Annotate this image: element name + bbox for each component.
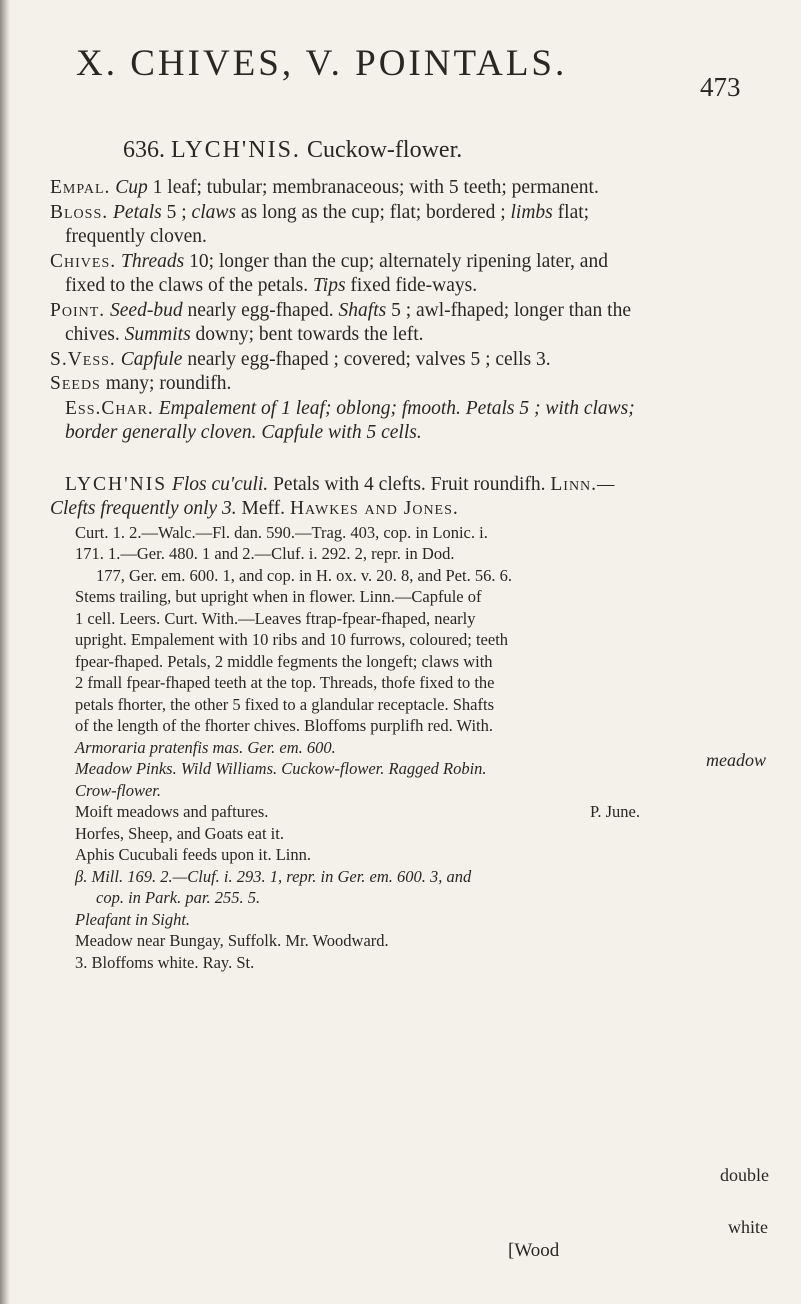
paragraph-empal: Empal. Cup 1 leaf; tubular; membranaceous; with 5 teeth; permanent.: [50, 177, 599, 198]
description-line: upright. Empalement with 10 ribs and 10 furrows, coloured; teeth: [75, 630, 509, 649]
running-title: X. CHIVES, V. POINTALS.: [76, 43, 568, 84]
habitat-line: Moift meadows and paftures. P. June.: [75, 802, 640, 821]
paragraph-seeds: Seeds many; roundifh.: [50, 373, 232, 394]
common-names-line: Meadow Pinks. Wild Williams. Cuckow-flower. Ragged Robin.: [75, 759, 487, 778]
synonym-line: Curt. 1. 2.—Walc.—Fl. dan. 590.—Trag. 403, cop. in Lonic. i.: [75, 522, 488, 542]
description-line: fpear-fhaped. Petals, 2 middle fegments the longeft; claws with: [75, 651, 493, 671]
variety-name-line: Pleafant in Sight.: [75, 909, 191, 929]
page-number: 473: [700, 72, 741, 102]
synonym-line: 171. 1.—Ger. 480. 1 and 2.—Cluf. i. 292. 2, repr. in Dod.: [75, 544, 455, 563]
entry-common-name: Cuckow-flower.: [306, 137, 463, 163]
book-spine-shadow: [0, 0, 10, 1304]
common-names-line: Crow-flower.: [75, 780, 162, 800]
paragraph-chives: Chives. Threads 10; longer than the cup; alternately ripening later, and fixed to the claws of the petals. Tips fixed fide-ways.: [50, 250, 608, 296]
synonym-line: 177, Ger. em. 600. 1, and cop. in H. ox. v. 20. 8, and Pet. 56. 6.: [96, 565, 512, 585]
entry-genus: LYCH'NIS.: [171, 137, 301, 163]
paragraph-bloss: Bloss. Petals 5 ; claws as long as the cup; flat; bordered ; limbs flat; frequently cloven.: [50, 201, 590, 247]
paragraph-point: Point. Seed-bud nearly egg-fhaped. Shafts 5 ; awl-fhaped; longer than the chives. Summits downy; bent towards the left.: [50, 299, 631, 345]
variety-beta-line: cop. in Park. par. 255. 5.: [96, 888, 261, 907]
catchword: [Wood: [508, 1240, 560, 1261]
description-line: Armoraria pratenfis mas. Ger. em. 600.: [75, 737, 336, 757]
description-line: petals fhorter, the other 5 fixed to a glandular receptacle. Shafts: [75, 694, 495, 714]
description-line: of the length of the fhorter chives. Bloffoms purplifh red. With.: [75, 716, 494, 735]
variety-3-line: 3. Bloffoms white. Ray. St.: [75, 952, 255, 972]
margin-note-white: white: [728, 1217, 768, 1237]
paragraph-essential-character: Ess.Char. Empalement of 1 leaf; oblong; fmooth. Petals 5 ; with claws; border generally cloven. Capfule with 5 cells.: [65, 397, 635, 443]
after-line: Horfes, Sheep, and Goats eat it.: [75, 823, 284, 843]
locality-line: Meadow near Bungay, Suffolk. Mr. Woodward.: [75, 931, 389, 950]
entry-heading: [123, 137, 462, 164]
species-description: LYCH'NIS Flos cu'culi. Petals with 4 clefts. Fruit roundifh. Linn.—Clefts frequently only 3. Meff. Hawkes and Jones.: [50, 473, 615, 519]
entry-number: 636.: [123, 137, 165, 163]
description-line: 2 fmall fpear-fhaped teeth at the top. Threads, thofe fixed to the: [75, 673, 495, 692]
paragraph-seed-vessel: S.Vess. Capfule nearly egg-fhaped ; covered; valves 5 ; cells 3.: [50, 348, 551, 370]
description-line: Stems trailing, but upright when in flower. Linn.—Capfule of: [75, 587, 482, 606]
after-line: Aphis Cucubali feeds upon it. Linn.: [75, 845, 312, 864]
margin-note-double: double: [720, 1165, 769, 1185]
species-block: [50, 473, 650, 974]
entry-body: [50, 176, 650, 973]
margin-note-meadow: meadow: [706, 750, 766, 770]
description-line: 1 cell. Leers. Curt. With.—Leaves ftrap-fpear-fhaped, nearly: [75, 608, 476, 628]
variety-beta-line: β. Mill. 169. 2.—Cluf. i. 293. 1, repr. in Ger. em. 600. 3, and: [75, 866, 472, 886]
